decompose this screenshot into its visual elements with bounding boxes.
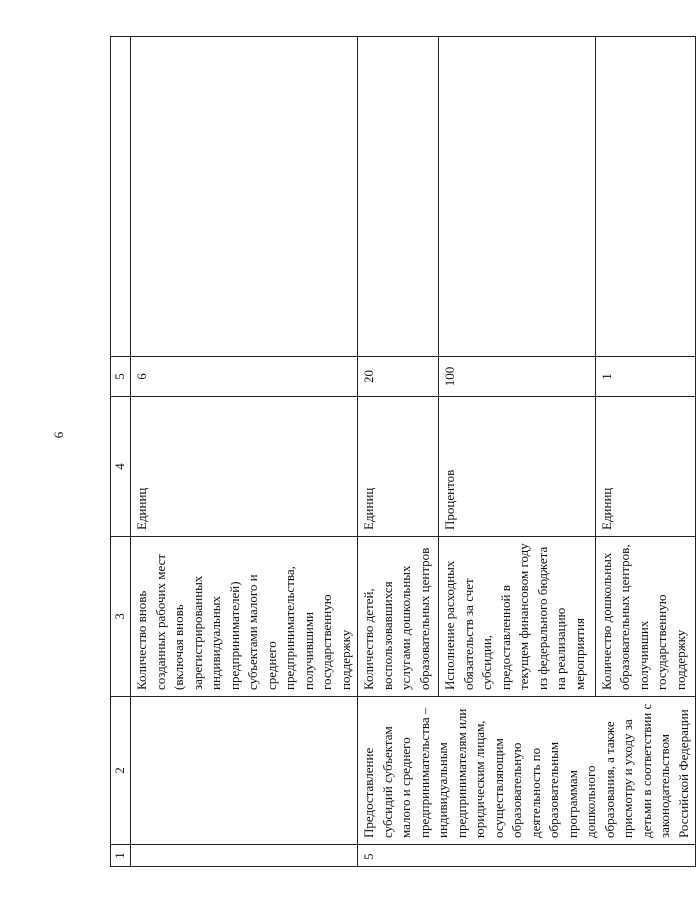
header-col-6 [111, 37, 131, 357]
header-col-4: 4 [111, 397, 131, 537]
indicator-cell: Исполнение расходных обязательств за счет субсидии, предоставленной в текущем финансовом году из федерального бюджета на реализацию мероприятия [439, 537, 596, 697]
value-cell: 20 [358, 357, 439, 397]
empty-cell [358, 37, 439, 357]
row-number-cell [131, 845, 358, 867]
unit-cell: Единиц [358, 397, 439, 537]
table-row [358, 37, 439, 867]
page-number: 6 [51, 431, 66, 439]
header-row [111, 37, 131, 867]
rotated-table-container [110, 37, 691, 867]
table-row [131, 37, 358, 867]
measure-cell: Предоставление субсидий субъектам малого и среднего предпринимательства – индивидуальным предпринимателям или юридическим лицам, осуществляющим образовательную деятельность по образовательным программам дошкольного образования, а также присмотру и уходу за детьми в соответствии с законодательством Российской Федерации [358, 697, 696, 845]
header-col-3: 3 [111, 537, 131, 697]
empty-cell [439, 37, 596, 357]
value-cell: 6 [131, 357, 358, 397]
value-cell: 1 [595, 357, 695, 397]
header-col-5: 5 [111, 357, 131, 397]
unit-cell: Процентов [439, 397, 596, 537]
indicator-cell: Количество вновь созданных рабочих мест (включая вновь зарегистрированных индивидуальных предпринимателей) субъектами малого и среднего предпринимательства, получившими государственную поддержку [131, 537, 358, 697]
unit-cell: Единиц [131, 397, 358, 537]
empty-cell [595, 37, 695, 357]
value-cell: 100 [439, 357, 596, 397]
measure-cell [131, 697, 358, 845]
unit-cell: Единиц [595, 397, 695, 537]
indicator-cell: Количество детей, воспользовавшихся услугами дошкольных образовательных центров [358, 537, 439, 697]
empty-cell [131, 37, 358, 357]
header-col-1: 1 [111, 845, 131, 867]
indicators-table [110, 36, 696, 867]
header-col-2: 2 [111, 697, 131, 845]
row-number-cell: 5 [358, 845, 696, 867]
indicator-cell: Количество дошкольных образовательных центров, получивших государственную поддержку [595, 537, 695, 697]
